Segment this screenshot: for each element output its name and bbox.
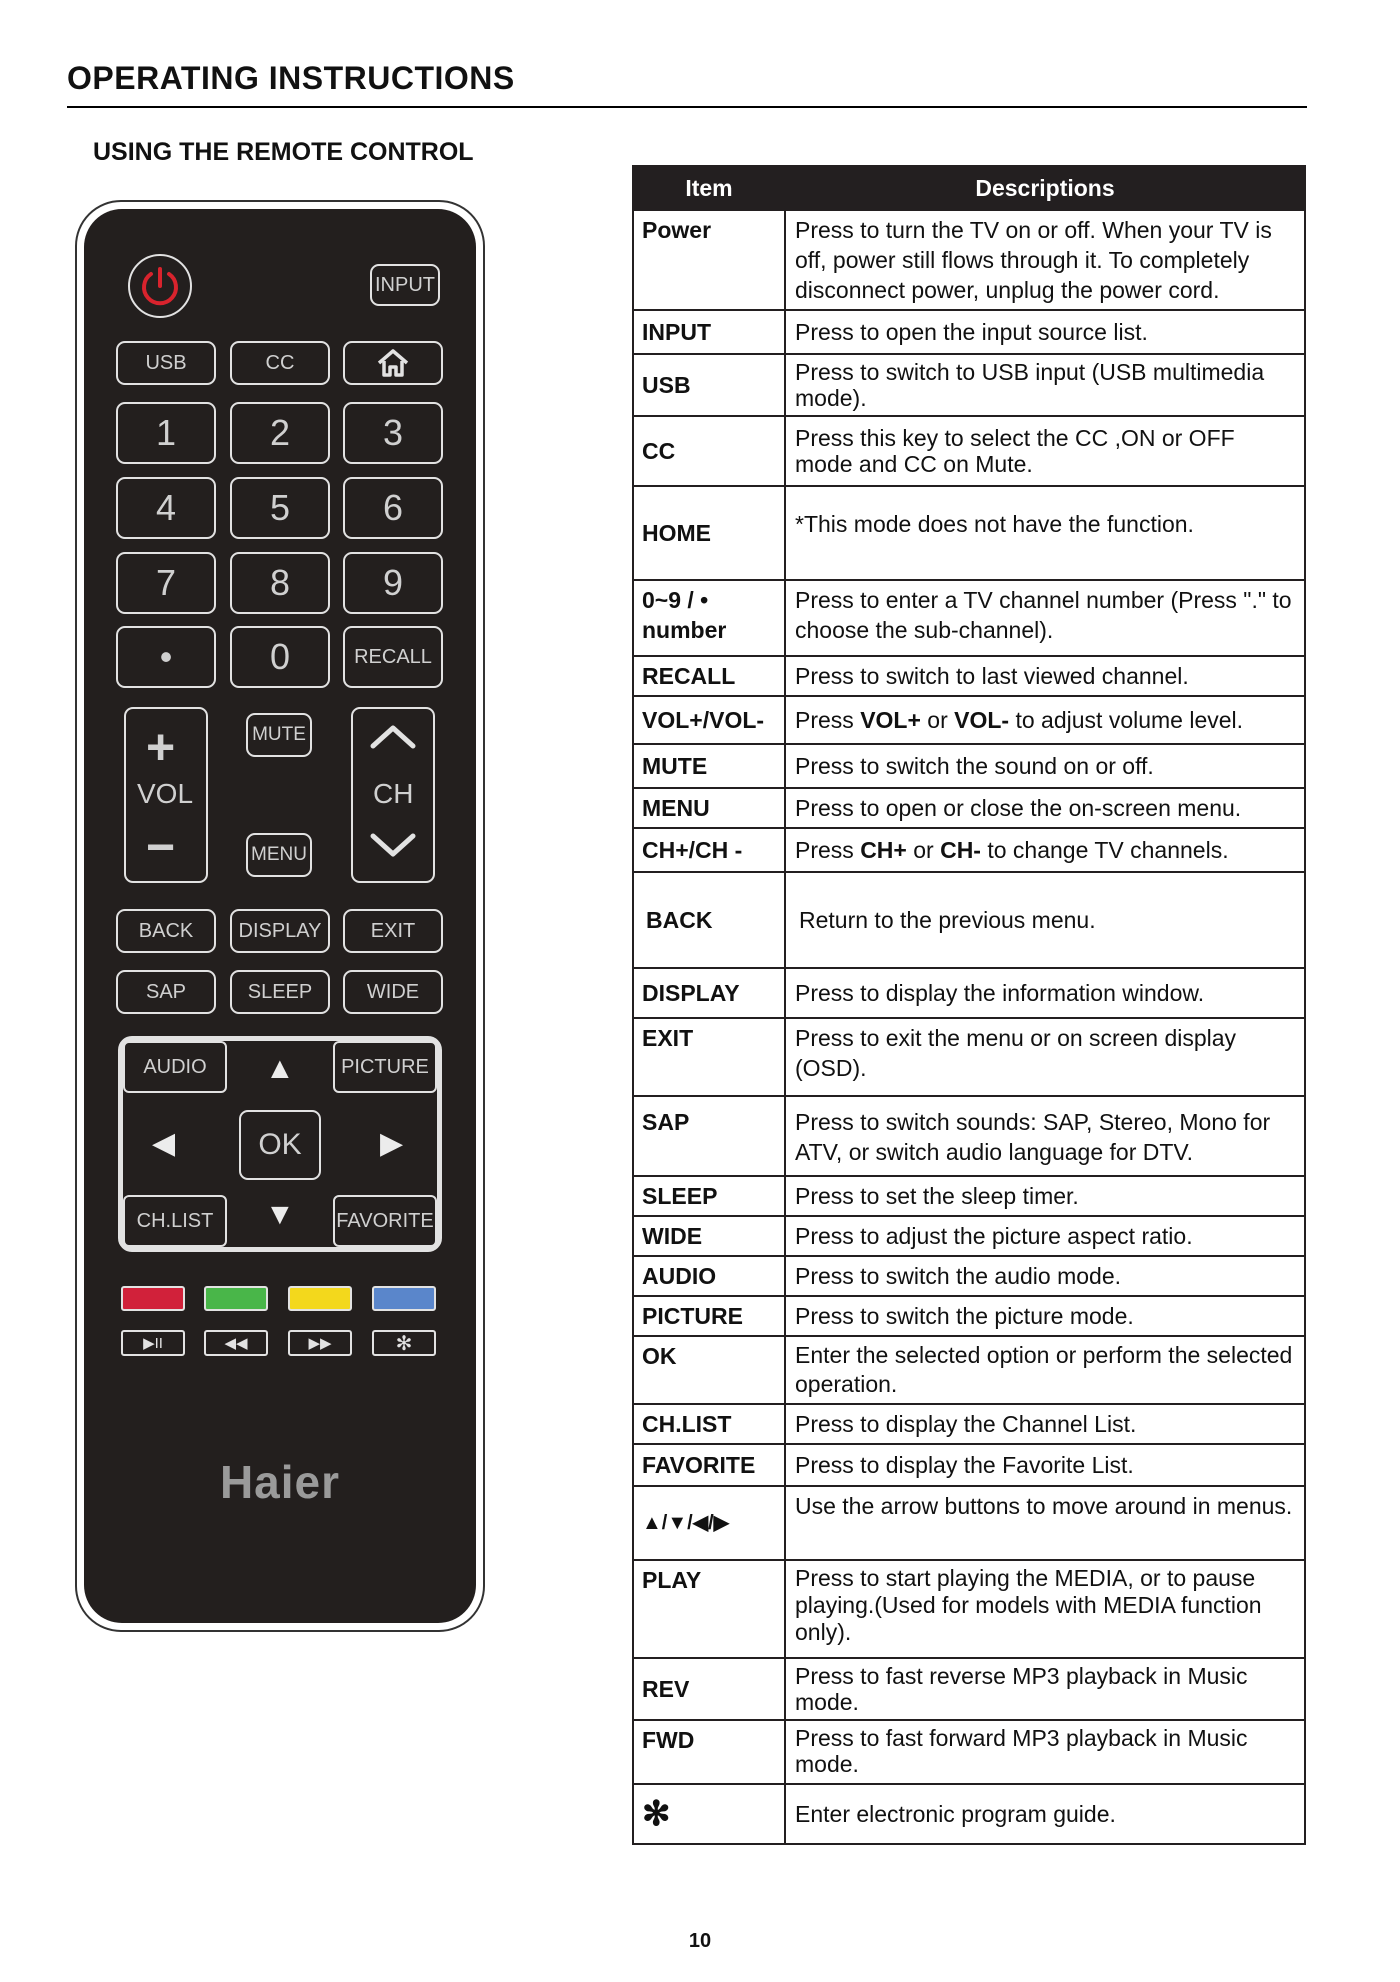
chevron-up-icon xyxy=(369,722,417,750)
table-row xyxy=(633,1784,1305,1844)
table-row xyxy=(633,1486,1305,1560)
row-description xyxy=(785,828,1305,872)
row-item: CH.LIST xyxy=(633,1404,785,1444)
row-description: Press to enter a TV channel number (Press "." to choose the sub-channel). xyxy=(785,580,1305,656)
mute-button[interactable]: MUTE xyxy=(246,713,312,757)
table-row xyxy=(633,788,1305,828)
table-row xyxy=(633,744,1305,788)
cc-button[interactable]: CC xyxy=(230,341,330,385)
row-item: CH+/CH - xyxy=(633,828,785,872)
desc-part: to adjust volume level. xyxy=(1009,707,1244,733)
row-item: FAVORITE xyxy=(633,1444,785,1486)
row-description: Press to switch the picture mode. xyxy=(785,1296,1305,1336)
row-item: WIDE xyxy=(633,1216,785,1256)
power-icon xyxy=(130,256,190,316)
blue-key[interactable] xyxy=(372,1286,436,1311)
number-6-button[interactable]: 6 xyxy=(343,477,443,539)
input-button[interactable]: INPUT xyxy=(370,264,440,306)
table-row xyxy=(633,580,1305,656)
row-item: EXIT xyxy=(633,1018,785,1096)
header-item: Item xyxy=(633,166,785,210)
row-item: SLEEP xyxy=(633,1176,785,1216)
row-description: Press to open or close the on-screen menu. xyxy=(785,788,1305,828)
home-button[interactable] xyxy=(343,341,443,385)
table-row xyxy=(633,1256,1305,1296)
table-header-row xyxy=(633,166,1305,210)
table-row xyxy=(633,828,1305,872)
page-number: 10 xyxy=(688,1930,712,1952)
recall-button[interactable]: RECALL xyxy=(343,626,443,688)
row-description: Press to switch sounds: SAP, Stereo, Mono for ATV, or switch audio language for DTV. xyxy=(785,1096,1305,1176)
desc-part: Press xyxy=(795,837,861,863)
picture-button[interactable]: PICTURE xyxy=(333,1041,437,1093)
right-arrow-button[interactable]: ▶ xyxy=(380,1127,404,1160)
row-item: REV xyxy=(633,1658,785,1720)
desc-part: to change TV channels. xyxy=(980,837,1229,863)
chevron-down-icon xyxy=(369,832,417,860)
table-row xyxy=(633,1336,1305,1404)
red-key[interactable] xyxy=(121,1286,185,1311)
number-9-button[interactable]: 9 xyxy=(343,552,443,614)
row-item: RECALL xyxy=(633,656,785,696)
brand-logo: Haier xyxy=(219,1456,341,1508)
desc-part: Press xyxy=(795,707,861,733)
row-description: Press to switch to USB input (USB multimedia mode). xyxy=(785,354,1305,416)
table-row xyxy=(633,210,1305,310)
menu-button[interactable]: MENU xyxy=(246,833,312,877)
row-item: CC xyxy=(633,416,785,486)
row-item: FWD xyxy=(633,1720,785,1784)
vol-plus-label: + xyxy=(146,719,176,775)
home-icon xyxy=(376,348,410,378)
yellow-key[interactable] xyxy=(288,1286,352,1311)
row-item: PLAY xyxy=(633,1560,785,1658)
dot-button[interactable]: • xyxy=(116,626,216,688)
vol-label: VOL xyxy=(137,778,194,809)
table-row xyxy=(633,1658,1305,1720)
ok-button[interactable]: OK xyxy=(239,1110,321,1180)
table-row xyxy=(633,1404,1305,1444)
table-row xyxy=(633,1720,1305,1784)
fast-forward-button[interactable]: ▶▶ xyxy=(288,1330,352,1356)
down-arrow-button[interactable]: ▼ xyxy=(265,1198,295,1231)
audio-button[interactable]: AUDIO xyxy=(123,1041,227,1093)
row-description: Press to switch to last viewed channel. xyxy=(785,656,1305,696)
row-description: Press to fast forward MP3 playback in Music mode. xyxy=(785,1720,1305,1784)
table-row xyxy=(633,1444,1305,1486)
table-row xyxy=(633,416,1305,486)
title-rule xyxy=(67,106,1307,108)
row-description: Enter electronic program guide. xyxy=(785,1784,1305,1844)
table-row xyxy=(633,656,1305,696)
display-button[interactable]: DISPLAY xyxy=(230,909,330,953)
chlist-button[interactable]: CH.LIST xyxy=(123,1195,227,1247)
row-item: AUDIO xyxy=(633,1256,785,1296)
row-item: USB xyxy=(633,354,785,416)
row-item: DISPLAY xyxy=(633,968,785,1018)
table-row xyxy=(633,1560,1305,1658)
vol-minus-label: − xyxy=(146,819,176,875)
row-item: MENU xyxy=(633,788,785,828)
row-item: PICTURE xyxy=(633,1296,785,1336)
left-arrow-button[interactable]: ◀ xyxy=(152,1127,176,1160)
row-item: HOME xyxy=(633,486,785,580)
row-description: Press to adjust the picture aspect ratio. xyxy=(785,1216,1305,1256)
sleep-button[interactable]: SLEEP xyxy=(230,970,330,1014)
section-title: USING THE REMOTE CONTROL xyxy=(93,138,474,166)
row-description: Enter the selected option or perform the selected operation. xyxy=(785,1336,1305,1404)
desc-keyword: VOL- xyxy=(954,707,1010,733)
desc-part: or xyxy=(920,707,955,733)
row-item: ▲/▼/◀/▶ xyxy=(633,1486,785,1560)
number-5-button[interactable]: 5 xyxy=(230,477,330,539)
row-description: Press to switch the sound on or off. xyxy=(785,744,1305,788)
header-descriptions: Descriptions xyxy=(785,166,1305,210)
sap-button[interactable]: SAP xyxy=(116,970,216,1014)
rewind-button[interactable]: ◀◀ xyxy=(204,1330,268,1356)
row-description: Press to turn the TV on or off. When your TV is off, power still flows through it. To completely disconnect power, unplug the power cord. xyxy=(785,210,1305,310)
row-description: Press to set the sleep timer. xyxy=(785,1176,1305,1216)
table-row xyxy=(633,968,1305,1018)
row-item: BACK xyxy=(633,872,785,968)
power-button[interactable] xyxy=(128,254,192,318)
row-description: Return to the previous menu. xyxy=(785,872,1305,968)
row-description: Press to open the input source list. xyxy=(785,310,1305,354)
favorite-button[interactable]: FAVORITE xyxy=(333,1195,437,1247)
table-row xyxy=(633,486,1305,580)
row-description: Press to display the Channel List. xyxy=(785,1404,1305,1444)
row-description: *This mode does not have the function. xyxy=(785,486,1305,580)
number-8-button[interactable]: 8 xyxy=(230,552,330,614)
row-description: Press to start playing the MEDIA, or to pause playing.(Used for models with MEDIA function only). xyxy=(785,1560,1305,1658)
wide-button[interactable]: WIDE xyxy=(343,970,443,1014)
page-title: OPERATING INSTRUCTIONS xyxy=(67,60,515,96)
row-description: Press to switch the audio mode. xyxy=(785,1256,1305,1296)
exit-button[interactable]: EXIT xyxy=(343,909,443,953)
remote-functions-table xyxy=(632,165,1306,1845)
row-description: Press to display the Favorite List. xyxy=(785,1444,1305,1486)
desc-keyword: VOL+ xyxy=(860,707,921,733)
number-0-button[interactable]: 0 xyxy=(230,626,330,688)
number-2-button[interactable]: 2 xyxy=(230,402,330,464)
row-item: INPUT xyxy=(633,310,785,354)
epg-button[interactable]: ✻ xyxy=(372,1330,436,1356)
up-arrow-button[interactable]: ▲ xyxy=(265,1052,295,1085)
row-description: Use the arrow buttons to move around in menus. xyxy=(785,1486,1305,1560)
desc-keyword: CH- xyxy=(940,837,981,863)
table-row xyxy=(633,1296,1305,1336)
row-item: VOL+/VOL- xyxy=(633,696,785,744)
table-row xyxy=(633,696,1305,744)
desc-keyword: CH+ xyxy=(860,837,907,863)
number-3-button[interactable]: 3 xyxy=(343,402,443,464)
table-row xyxy=(633,872,1305,968)
ch-label: CH xyxy=(373,778,414,809)
table-row xyxy=(633,310,1305,354)
play-pause-button[interactable]: ▶II xyxy=(121,1330,185,1356)
row-item: MUTE xyxy=(633,744,785,788)
back-button[interactable]: BACK xyxy=(116,909,216,953)
desc-part: or xyxy=(906,837,941,863)
row-description: Press to fast reverse MP3 playback in Music mode. xyxy=(785,1658,1305,1720)
table-row xyxy=(633,1176,1305,1216)
row-description: Press to display the information window. xyxy=(785,968,1305,1018)
table-row xyxy=(633,354,1305,416)
table-row xyxy=(633,1216,1305,1256)
table-row xyxy=(633,1096,1305,1176)
number-4-button[interactable]: 4 xyxy=(116,477,216,539)
row-description: Press to exit the menu or on screen display (OSD). xyxy=(785,1018,1305,1096)
table-row xyxy=(633,1018,1305,1096)
number-7-button[interactable]: 7 xyxy=(116,552,216,614)
row-item: Power xyxy=(633,210,785,310)
row-item: ✻ xyxy=(633,1784,785,1844)
row-description: Press this key to select the CC ,ON or OFF mode and CC on Mute. xyxy=(785,416,1305,486)
usb-button[interactable]: USB xyxy=(116,341,216,385)
row-item: SAP xyxy=(633,1096,785,1176)
number-1-button[interactable]: 1 xyxy=(116,402,216,464)
green-key[interactable] xyxy=(204,1286,268,1311)
row-description xyxy=(785,696,1305,744)
row-item: OK xyxy=(633,1336,785,1404)
row-item: 0~9 / • number xyxy=(633,580,785,656)
